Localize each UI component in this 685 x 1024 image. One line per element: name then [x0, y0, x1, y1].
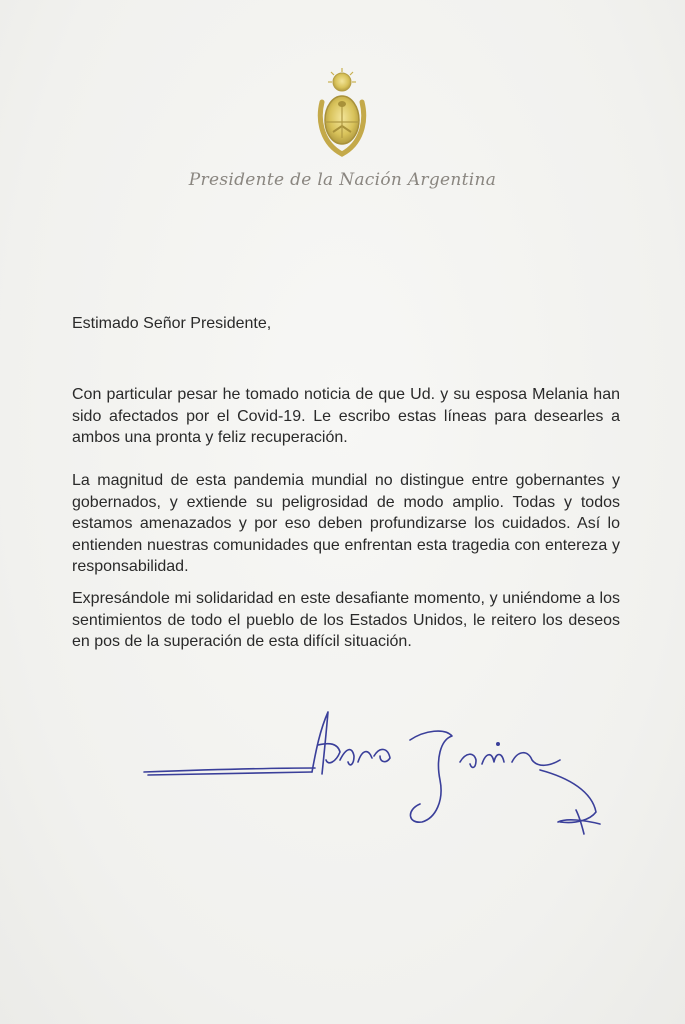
- letterhead-title: Presidente de la Nación Argentina: [188, 170, 497, 190]
- handwritten-signature-icon: [140, 700, 610, 845]
- paragraph-3: [72, 588, 620, 653]
- paragraph-1: [72, 384, 620, 449]
- salutation: Estimado Señor Presidente,: [72, 315, 272, 332]
- paragraph-text: Con particular pesar he tomado noticia de que Ud. y su esposa Melania han sido afectados por el Covid-19. Le escribo estas líneas para desearles a ambos una pronta y feliz recuperación.: [72, 386, 620, 446]
- argentina-coat-of-arms-icon: [313, 66, 371, 158]
- paragraph-text: La magnitud de esta pandemia mundial no distingue entre gobernantes y gobernados, y extiende su peligrosidad de modo amplio. Todas y todos estamos amenazados y por eso deben profundizarse los cuidados. Así lo entienden nuestras comunidades que enfrentan esta tragedia con entereza y responsabilidad.: [72, 472, 620, 575]
- paragraph-text: Expresándole mi solidaridad en este desafiante momento, y uniéndome a los sentimientos de todo el pueblo de los Estados Unidos, le reitero los deseos en pos de la superación de esta difícil situación.: [72, 590, 620, 650]
- paragraph-2: [72, 470, 620, 578]
